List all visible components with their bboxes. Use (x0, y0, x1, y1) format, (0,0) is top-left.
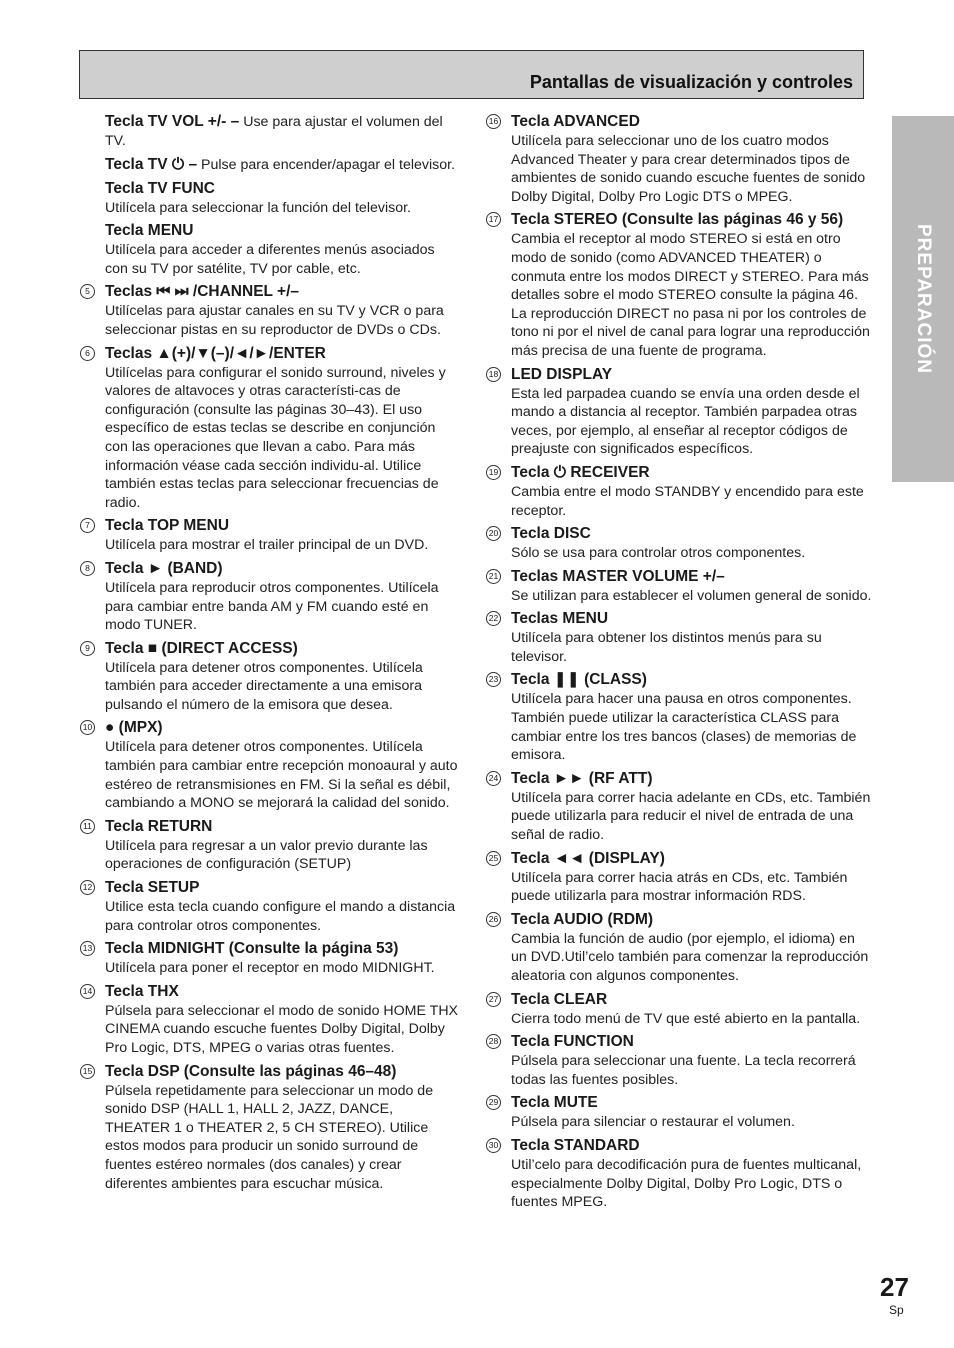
entry-title: Teclas ⏮ ⏭ /CHANNEL +/– (105, 283, 300, 301)
control-entry (486, 990, 872, 1029)
entry-title: Teclas ▲(+)/▼(–)/◄/►/ENTER (105, 344, 326, 362)
entry-title: Tecla STANDARD (511, 1136, 640, 1154)
entry-number: 28 (486, 1034, 501, 1049)
section-header (79, 50, 864, 99)
entry-description: Utilícela para correr hacia atrás en CDs, etc. También puede utilizarla para mostrar información RDS. (511, 869, 848, 905)
entry-number: 16 (486, 114, 501, 129)
entry-number: 30 (486, 1138, 501, 1153)
entry-description: Utilícela para obtener los distintos menús para su televisor. (511, 630, 822, 665)
control-entry (80, 155, 460, 175)
control-entry (486, 524, 872, 563)
control-entry (486, 849, 872, 906)
entry-title: Tecla CLEAR (511, 990, 608, 1008)
entry-title: Tecla ◄◄ (DISPLAY) (511, 849, 665, 867)
entry-description: Cambia la función de audio (por ejemplo, el idioma) en un DVD.Util’celo también para comenzar la reproducción aleatoria con algunos componentes. (511, 930, 869, 984)
entry-description: Utilícela para acceder a diferentes menús asociados con su TV por satélite, TV por cable, etc. (105, 242, 435, 277)
control-entry (80, 982, 460, 1058)
control-entry (486, 463, 872, 520)
control-entry (80, 179, 460, 218)
control-entry (486, 365, 872, 459)
entry-title: Tecla ❚❚ (CLASS) (511, 671, 647, 689)
entry-number: 12 (80, 880, 95, 895)
entry-description: Púlsela para seleccionar una fuente. La tecla recorrerá todas las fuentes posibles. (511, 1053, 856, 1088)
control-entry (486, 1093, 872, 1132)
entry-number: 8 (80, 561, 95, 576)
entry-number: 9 (80, 641, 95, 656)
control-entry (80, 344, 460, 513)
section-title: Pantallas de visualización y controles (529, 72, 853, 92)
entry-description: Utilícela para reproducir otros componentes. Utilícela para cambiar entre banda AM y FM cuando esté en modo TUNER. (105, 579, 439, 634)
control-entry (80, 939, 460, 978)
entry-number: 13 (80, 941, 95, 956)
entry-description: Púlsela para silenciar o restaurar el volumen. (511, 1114, 795, 1131)
entry-number: 25 (486, 851, 501, 866)
entry-title: Tecla ADVANCED (511, 113, 640, 130)
control-entry (486, 609, 872, 666)
entry-number: 17 (486, 212, 501, 227)
control-entry (486, 769, 872, 845)
control-entry (80, 1062, 460, 1194)
entry-description: Use para ajustar el volumen del TV. (105, 114, 443, 149)
entry-number: 6 (80, 346, 95, 361)
entry-description: Utilícela para detener otros componentes. Utilícela también para acceder directamente a una emisora pulsando el número de la emisora que desea. (105, 659, 423, 713)
entry-title: ● (MPX) (105, 719, 163, 737)
entry-title: Tecla AUDIO (RDM) (511, 910, 654, 928)
control-entry (80, 878, 460, 935)
entry-description: Utilícela para correr hacia adelante en CDs, etc. También puede utilizarla para reducir el nivel de entrada de una señal de radio. (511, 789, 871, 844)
control-entry (80, 282, 460, 339)
entry-title: Tecla MENU (105, 222, 194, 240)
entry-number: 24 (486, 771, 501, 786)
entry-number: 11 (80, 819, 95, 834)
right-column (486, 112, 872, 1216)
entry-number: 10 (80, 720, 95, 735)
entry-description: Sólo se usa para controlar otros componentes. (511, 545, 806, 562)
entry-description: Púlsela para seleccionar el modo de sonido HOME THX CINEMA cuando escuche fuentes Dolby Digital, Dolby Pro Logic, DTS, MPEG o varias otras fuentes. (105, 1002, 459, 1056)
control-entry (486, 1136, 872, 1212)
control-entry (80, 718, 460, 812)
entry-title: Tecla MUTE (511, 1094, 598, 1112)
entry-number: 5 (80, 284, 95, 299)
entry-title: Tecla MIDNIGHT (Consulte la página 53) (105, 940, 399, 958)
entry-title: Tecla RETURN (105, 817, 213, 835)
entry-description: Esta led parpadea cuando se envía una orden desde el mando a distancia al receptor. También parpadea otras veces, por ejemplo, al enseñar al receptor códigos de preajuste con significados específicos. (511, 385, 860, 458)
entry-description: Utilícelas para ajustar canales en su TV y VCR o para seleccionar pistas en su reproductor de DVDs o CDs. (105, 303, 444, 338)
entry-number: 23 (486, 672, 501, 687)
entry-description: Utilícela para seleccionar uno de los cuatro modos Advanced Theater y para crear determinados tipos de ambientes de sonido cuando escuche fuentes de sonido Dolby Digital, Dolby Pro Logic DTS o MPEG. (511, 133, 866, 205)
entry-title: Tecla TV FUNC (105, 179, 215, 197)
entry-number: 15 (80, 1064, 95, 1079)
entry-title: Tecla SETUP (105, 879, 200, 897)
entry-title: Teclas MENU (511, 610, 609, 628)
entry-description: Púlsela repetidamente para seleccionar un modo de sonido DSP (HALL 1, HALL 2, JAZZ, DANCE, THEATER 1 o THEATER 2, 5 CH STEREO). Utilice estos modos para producir un sonido surround de fuentes estéreo normales (dos canales) y crear diferentes ambientes para escuchar música. (105, 1082, 434, 1192)
page-number: 27 (880, 1272, 909, 1302)
entry-description: Utilícela para regresar a un valor previo durante las operaciones de configuración (SETUP) (105, 837, 428, 873)
entry-title: Tecla ►► (RF ATT) (511, 769, 653, 787)
control-entry (486, 210, 872, 360)
entry-title: Tecla TV VOL +/- – (105, 113, 240, 130)
chapter-tab-label: PREPARACIÓN (913, 224, 934, 374)
entry-title: Teclas MASTER VOLUME +/– (511, 567, 725, 585)
entry-number: 22 (486, 611, 501, 626)
entry-description: Se utilizan para establecer el volumen general de sonido. (511, 587, 872, 604)
entry-description: Cambia entre el modo STANDBY y encendido para este receptor. (511, 483, 864, 519)
control-entry (80, 817, 460, 874)
control-entry (80, 559, 460, 635)
entry-number: 21 (486, 569, 501, 584)
entry-title: Tecla FUNCTION (511, 1033, 634, 1051)
entry-number: 20 (486, 526, 501, 541)
entry-title: Tecla TV ⏻ – (105, 155, 198, 173)
entry-description: Utilícela para mostrar el trailer principal de un DVD. (105, 537, 429, 554)
entry-description: Utilícela para hacer una pausa en otros componentes. También puede utilizar la característica CLASS para cambiar entre los tres bancos (clases) de memorias de emisora. (511, 691, 857, 764)
entry-title: Tecla DSP (Consulte las páginas 46–48) (105, 1062, 397, 1080)
control-entry (486, 910, 872, 986)
entry-title: Tecla STEREO (Consulte las páginas 46 y 56) (511, 211, 844, 229)
control-entry (486, 1032, 872, 1089)
entry-description: Pulse para encender/apagar el televisor. (197, 156, 455, 173)
entry-title: Tecla DISC (511, 525, 591, 543)
entry-number: 29 (486, 1095, 501, 1110)
control-entry (80, 221, 460, 278)
entry-title: Tecla THX (105, 982, 179, 1000)
control-entry (80, 112, 460, 151)
entry-description: Cierra todo menú de TV que esté abierto en la pantalla. (511, 1010, 861, 1027)
entry-description: Utilícela para seleccionar la función del televisor. (105, 199, 411, 216)
entry-title: LED DISPLAY (511, 365, 613, 383)
control-entry (80, 516, 460, 555)
left-column (80, 112, 460, 1197)
control-entry (80, 639, 460, 715)
entry-title: Tecla ⏻ RECEIVER (511, 463, 650, 481)
entry-title: Tecla ■ (DIRECT ACCESS) (105, 639, 298, 657)
entry-number: 18 (486, 367, 501, 382)
entry-number: 14 (80, 984, 95, 999)
entry-number: 27 (486, 992, 501, 1007)
entry-description: Utilícelas para configurar el sonido surround, niveles y valores de altavoces y otras característi-cas de configuración (consulte las páginas 30–43). El uso específico de estas teclas se describe en conjunción con las operaciones que llevan a cabo. Para más información véase cada sección individu-al. Utilice también estas teclas para seleccionar frecuencias de radio. (105, 364, 446, 511)
entry-title: Tecla TOP MENU (105, 517, 230, 535)
entry-number: 7 (80, 518, 95, 533)
entry-description: Utilícela para detener otros componentes. Utilícela también para cambiar entre recepción monoaural y auto estéreo de retransmisiones en FM. Si la señal es débil, cambiando a MONO se mejorará la calidad del sonido. (105, 739, 458, 812)
entry-description: Utilícela para poner el receptor en modo MIDNIGHT. (105, 960, 435, 977)
entry-title: Tecla ► (BAND) (105, 559, 223, 577)
control-entry (486, 112, 872, 206)
entry-description: Util’celo para decodificación pura de fuentes multicanal, especialmente Dolby Digital, Dolby Pro Logic, DTS o fuentes MPEG. (511, 1156, 862, 1211)
control-entry (486, 567, 872, 606)
chapter-tab (892, 116, 954, 482)
entry-number: 19 (486, 465, 501, 480)
control-entry (486, 670, 872, 764)
entry-description: Cambia el receptor al modo STEREO si está en otro modo de sonido (como ADVANCED THEATER) o conmuta entre los modos DIRECT y STEREO. Para más detalles sobre el modo STEREO consulte la página 46. La reproducción DIRECT no pasa ni por los controles de tono ni por el nivel de canal para lograr una reproducción más precisa de una fuente de programa. (511, 231, 870, 359)
entry-description: Utilice esta tecla cuando configure el mando a distancia para controlar otros componentes. (105, 899, 456, 934)
page-language: Sp (889, 1303, 904, 1317)
entry-number: 26 (486, 912, 501, 927)
